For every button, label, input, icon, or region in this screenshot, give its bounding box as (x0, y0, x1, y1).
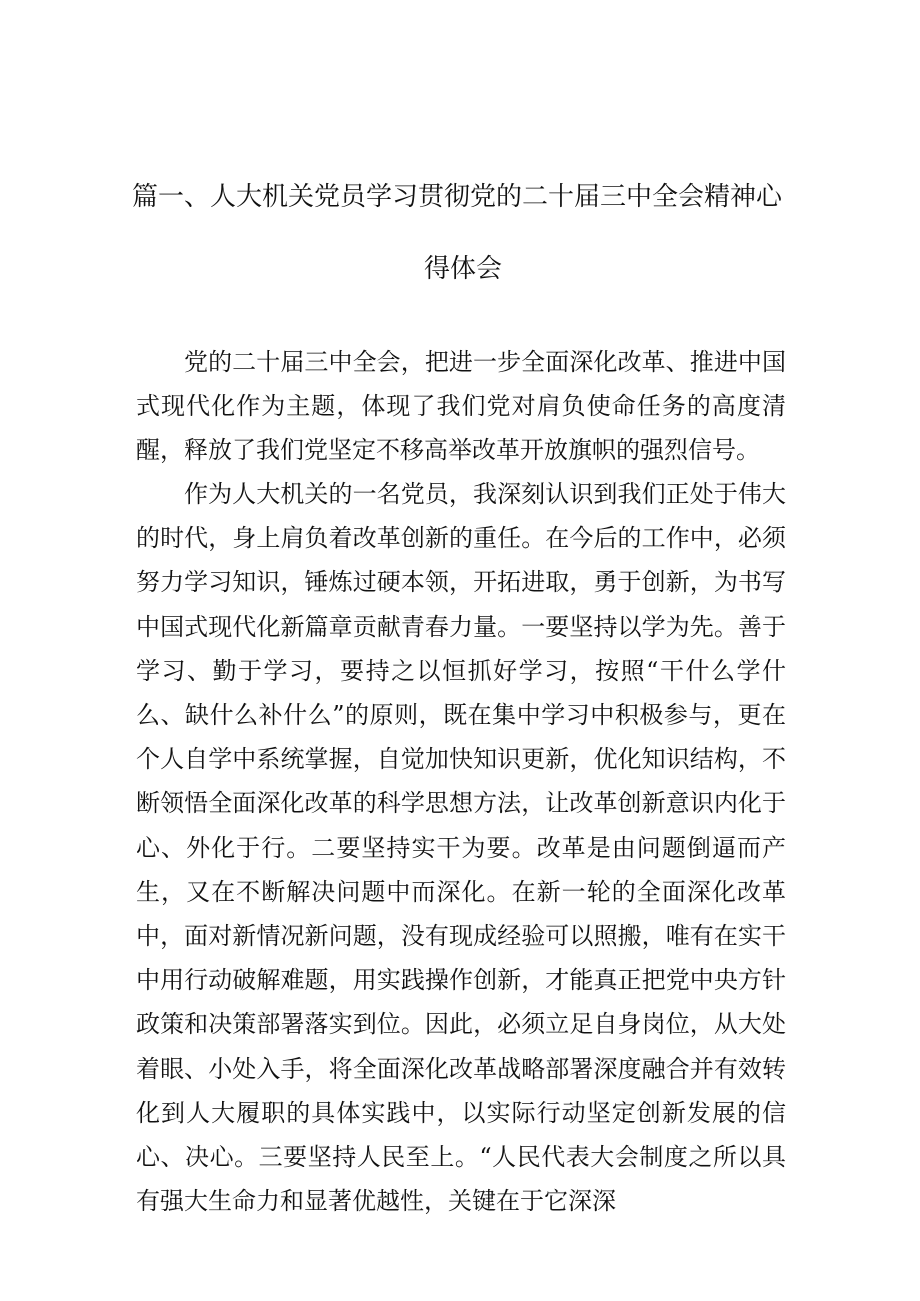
paragraph-main: 作为人大机关的一名党员，我深刻认识到我们正处于伟大的时代，身上肩负着改革创新的重任。在今后的工作中，必须努力学习知识，锤炼过硬本领，开拓进取，勇于创新，为书写中国式现代化新篇章贡献青春力量。一要坚持以学为先。善于学习、勤于学习，要持之以恒抓好学习，按照“干什么学什么、缺什么补什么”的原则，既在集中学习中积极参与，更在个人自学中系统掌握，自觉加快知识更新，优化知识结构，不断领悟全面深化改革的科学思想方法，让改革创新意识内化于心、外化于行。二要坚持实干为要。改革是由问题倒逼而产生，又在不断解决问题中而深化。在新一轮的全面深化改革中，面对新情况新问题，没有现成经验可以照搬，唯有在实干中用行动破解难题，用实践操作创新，才能真正把党中央方针政策和决策部署落实到位。因此，必须立足自身岗位，从大处着眼、小处入手，将全面深化改革战略部署深度融合并有效转化到人大履职的具体实践中，以实际行动坚定创新发展的信心、决心。三要坚持人民至上。“人民代表大会制度之所以具有强大生命力和显著优越性，关键在于它深深 (136, 480, 786, 1216)
document-title-line-2: 得体会 (424, 254, 503, 284)
document-title-line-1: 篇一、人大机关党员学习贯彻党的二十届三中全会精神心 (132, 182, 783, 212)
paragraph-intro: 党的二十届三中全会，把进一步全面深化改革、推进中国式现代化作为主题，体现了我们党对肩负使命任务的高度清醒，释放了我们党坚定不移高举改革开放旗帜的强烈信号。 (136, 348, 786, 465)
